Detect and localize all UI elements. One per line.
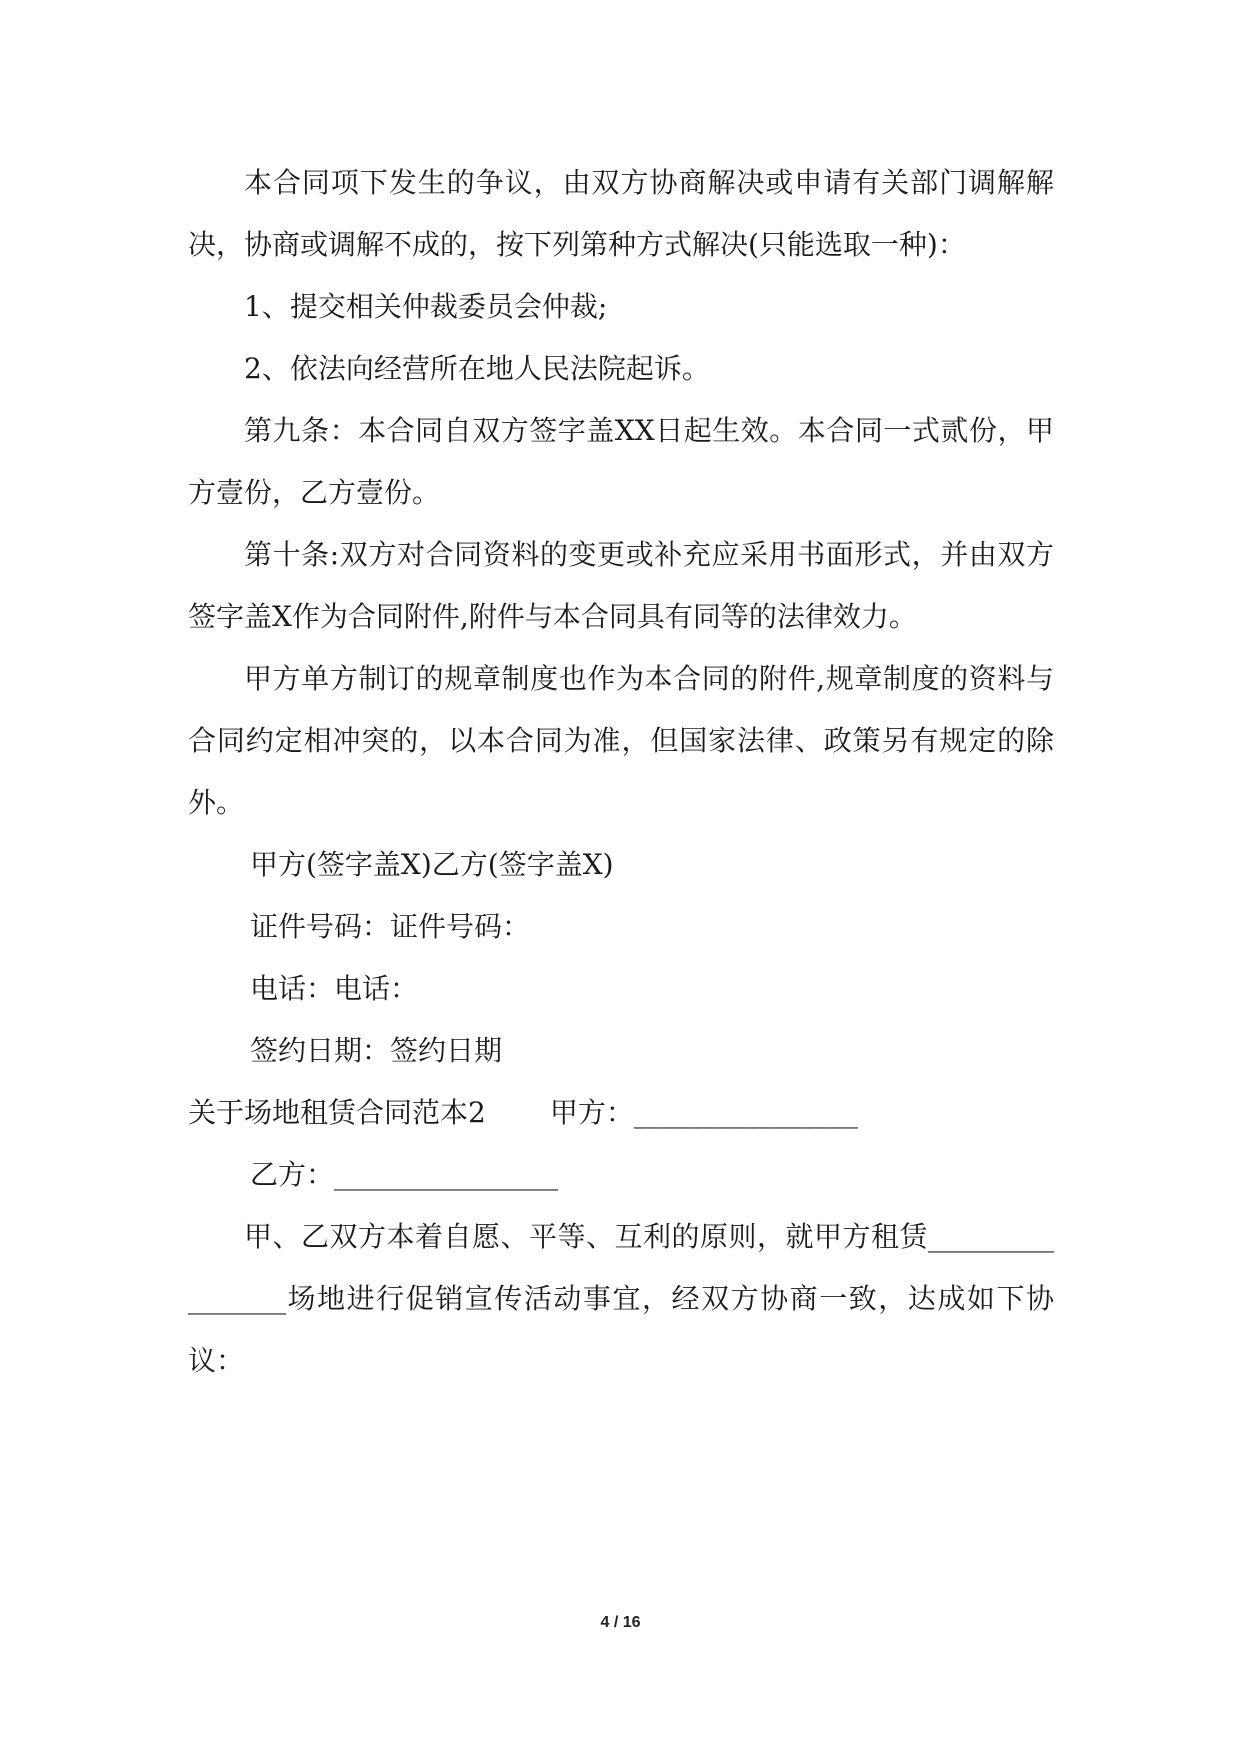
contract2-party-b: 乙方：________________ — [250, 1158, 559, 1191]
paragraph-option-2: 2、依法向经营所在地人民法院起诉。 — [244, 352, 710, 385]
paragraph-article-10: 第十条:双方对合同资料的变更或补充应采用书面形式，并由双方签字盖X作为合同附件,附件与本合同具有同等的法律效力。 — [188, 538, 1054, 633]
signature-id-number: 证件号码：证件号码： — [250, 910, 531, 943]
paragraph-article-9: 第九条：本合同自双方签字盖XX日起生效。本合同一式贰份，甲方壹份，乙方壹份。 — [188, 414, 1054, 509]
signature-date: 签约日期：签约日期 — [250, 1034, 503, 1067]
page-number: 4 / 16 — [600, 1614, 641, 1631]
document-body — [188, 152, 1054, 1392]
signature-phone: 电话：电话： — [250, 972, 419, 1005]
contract2-title: 关于场地租赁合同范本2 — [188, 1096, 486, 1129]
contract2-heading-line — [188, 1082, 1054, 1144]
contract2-party-a: 甲方：________________ — [549, 1096, 858, 1129]
paragraph-rules: 甲方单方制订的规章制度也作为本合同的附件,规章制度的资料与合同约定相冲突的，以本合同为准，但国家法律、政策另有规定的除外。 — [188, 662, 1054, 819]
contract2-intro: 甲、乙双方本着自愿、平等、互利的原则，就甲方租赁________________场地进行促销宣传活动事宜，经双方协商一致，达成如下协议： — [188, 1220, 1054, 1377]
paragraph-option-1: 1、提交相关仲裁委员会仲裁; — [244, 290, 608, 323]
paragraph-dispute: 本合同项下发生的争议，由双方协商解决或申请有关部门调解解决，协商或调解不成的，按下列第种方式解决(只能选取一种)： — [188, 166, 1054, 261]
signature-parties: 甲方(签字盖X)乙方(签字盖X) — [250, 848, 614, 881]
